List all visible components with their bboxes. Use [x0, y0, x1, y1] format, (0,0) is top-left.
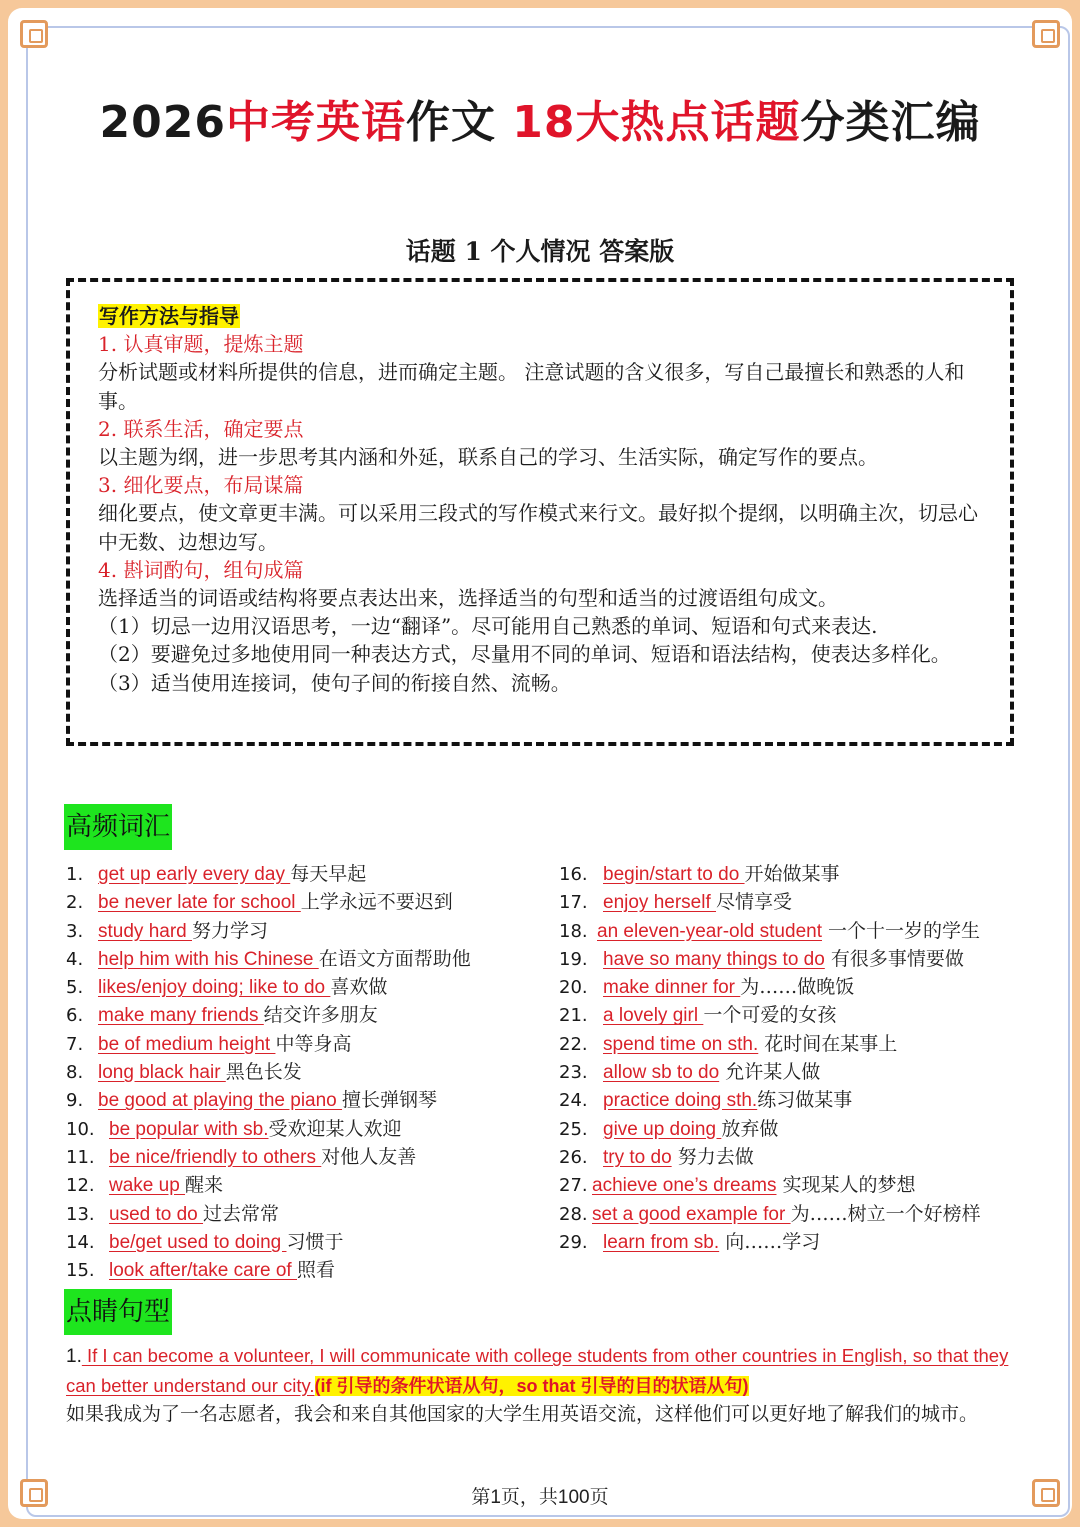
vocab-heading: 高频词汇	[64, 804, 172, 850]
vocab-number: 20.	[559, 977, 588, 999]
vocab-number: 11.	[66, 1146, 95, 1168]
vocab-chinese: 开始做某事	[744, 863, 840, 885]
vocab-chinese: 受欢迎某人欢迎	[268, 1117, 402, 1140]
vocab-number: 24.	[559, 1090, 588, 1112]
vocab-chinese: 允许某人做	[719, 1061, 821, 1084]
list-item	[66, 1171, 471, 1199]
vocab-chinese: 花时间在某事上	[758, 1032, 898, 1055]
vocab-english: be popular with sb.	[109, 1118, 269, 1140]
vocab-chinese: 努力学习	[192, 919, 269, 942]
vocab-english: help him with his Chinese	[98, 948, 319, 970]
vocab-number: 23.	[559, 1062, 588, 1084]
vocab-english: spend time on sth.	[603, 1033, 759, 1055]
vocab-english: set a good example for	[592, 1203, 791, 1225]
vocab-number: 15.	[66, 1260, 95, 1282]
vocab-chinese: 习惯于	[286, 1230, 344, 1253]
guide-step-1-title: 1. 认真审题，提炼主题	[98, 332, 304, 357]
vocab-chinese: 有很多事情要做	[824, 947, 964, 970]
vocab-number: 19.	[559, 948, 588, 970]
list-item	[559, 973, 981, 1001]
page-number: 第1页，共100页	[471, 1487, 609, 1508]
list-item	[559, 945, 981, 973]
list-item	[559, 1115, 981, 1143]
vocab-number: 18.	[559, 920, 588, 942]
vocab-number: 14.	[66, 1231, 95, 1253]
vocab-chinese: 向……学习	[719, 1230, 821, 1253]
vocab-english: get up early every day	[98, 864, 291, 885]
list-item	[66, 1058, 471, 1086]
vocab-chinese: 结交许多朋友	[263, 1004, 378, 1027]
vocab-number: 13.	[66, 1203, 95, 1225]
vocab-chinese: 在语文方面帮助他	[318, 947, 471, 970]
guide-step-4-title: 4. 斟词酌句，组句成篇	[98, 557, 304, 582]
list-item	[559, 917, 981, 945]
vocab-number: 25.	[559, 1118, 588, 1140]
vocab-number: 28.	[559, 1203, 588, 1225]
guide-step-2-title: 2. 联系生活，确定要点	[98, 416, 304, 441]
main-title	[0, 86, 1080, 150]
vocab-chinese: 中等身高	[275, 1032, 352, 1055]
vocab-number: 2.	[66, 892, 84, 914]
vocab-number: 9.	[66, 1090, 84, 1112]
vocab-number: 1.	[66, 864, 84, 885]
vocab-chinese: 黑色长发	[225, 1061, 302, 1084]
guide-step-1-text: 分析试题或材料所提供的信息，进而确定主题。 注意试题的含义很多，写自己最擅长和熟悉的人和事。	[98, 360, 965, 413]
vocab-english: try to do	[603, 1146, 672, 1168]
vocab-chinese: 照看	[297, 1259, 336, 1282]
list-item	[66, 1086, 471, 1114]
vocab-english: long black hair	[98, 1062, 226, 1084]
title-compilation: 分类汇编	[800, 97, 981, 148]
vocab-english: learn from sb.	[603, 1231, 720, 1253]
list-item	[66, 1001, 471, 1029]
sentence-english: If I can become a volunteer, I will communicate with college students from other countries in English, so that they can better understand our city.	[66, 1345, 1009, 1396]
list-item	[559, 1171, 981, 1199]
vocab-chinese: 为……做晚饭	[740, 976, 855, 999]
vocab-number: 22.	[559, 1033, 588, 1055]
guide-step-3-title: 3. 细化要点，布局谋篇	[98, 473, 304, 498]
vocab-english: give up doing	[603, 1118, 722, 1140]
sentence-grammar-note: (if 引导的条件状语从句，so that 引导的目的状语从句)	[314, 1375, 749, 1396]
vocab-english: practice doing sth.	[603, 1090, 758, 1112]
list-item	[66, 1143, 471, 1171]
vocab-chinese: 为……树立一个好榜样	[790, 1202, 981, 1225]
vocab-chinese: 实现某人的梦想	[776, 1174, 916, 1197]
sentence-chinese: 如果我成为了一名志愿者，我会和来自其他国家的大学生用英语交流，这样他们可以更好地了解我们的城市。	[66, 1403, 979, 1425]
vocab-chinese: 一个可爱的女孩	[703, 1004, 837, 1027]
vocab-english: allow sb to do	[603, 1062, 720, 1084]
list-item	[66, 917, 471, 945]
vocab-english: study hard	[98, 920, 192, 942]
vocab-chinese: 喜欢做	[330, 976, 388, 999]
list-item	[559, 1058, 981, 1086]
vocab-english: begin/start to do	[603, 864, 745, 885]
list-item	[66, 1228, 471, 1256]
list-item	[559, 1001, 981, 1029]
vocab-number: 21.	[559, 1005, 588, 1027]
vocab-chinese: 对他人友善	[321, 1145, 417, 1168]
title-exam: 中考英语	[225, 97, 406, 148]
guide-tip-3: （3）适当使用连接词，使句子间的衔接自然、流畅。	[98, 670, 571, 695]
list-item	[66, 973, 471, 1001]
vocab-english: make dinner for	[603, 977, 741, 999]
vocab-english: achieve one’s dreams	[592, 1175, 777, 1197]
vocab-chinese: 一个十一岁的学生	[821, 919, 981, 942]
list-item	[559, 860, 981, 888]
vocab-number: 17.	[559, 892, 588, 914]
vocab-number: 12.	[66, 1175, 95, 1197]
vocab-english: enjoy herself	[603, 892, 717, 914]
vocab-chinese: 擅长弹钢琴	[342, 1089, 438, 1112]
vocab-number: 4.	[66, 948, 84, 970]
list-item	[559, 1200, 981, 1228]
corner-ornament-top-right	[1032, 20, 1060, 48]
vocab-number: 29.	[559, 1231, 588, 1253]
guide-step-3-text: 细化要点，使文章更丰满。可以采用三段式的写作模式来行文。最好拟个提纲，以明确主次，切忌心中无数、边想边写。	[98, 501, 978, 554]
vocab-english: wake up	[109, 1175, 186, 1197]
vocab-number: 8.	[66, 1062, 84, 1084]
vocab-english: be of medium height	[98, 1033, 276, 1055]
list-item	[66, 860, 471, 888]
vocab-chinese: 醒来	[185, 1174, 224, 1197]
title-year: 2026	[99, 97, 226, 148]
vocab-english: look after/take care of	[109, 1260, 297, 1282]
list-item	[559, 1086, 981, 1114]
guide-tip-1: （1）切忌一边用汉语思考，一边“翻译”。尽可能用自己熟悉的单词、短语和句式来表达.	[98, 614, 878, 639]
vocab-english: be nice/friendly to others	[109, 1146, 322, 1168]
list-item	[66, 888, 471, 916]
writing-guide-box	[66, 278, 1014, 746]
vocab-english: likes/enjoy doing; like to do	[98, 977, 331, 999]
guide-heading: 写作方法与指导	[99, 304, 239, 328]
vocab-number: 6.	[66, 1005, 84, 1027]
list-item	[66, 1030, 471, 1058]
list-item	[559, 888, 981, 916]
guide-step-4-text: 选择适当的词语或结构将要点表达出来，选择适当的句型和适当的过渡语组句成文。	[98, 586, 838, 611]
vocab-english: used to do	[109, 1203, 204, 1225]
vocab-chinese: 尽情享受	[716, 891, 793, 914]
list-item	[66, 1115, 471, 1143]
vocab-chinese: 每天早起	[290, 863, 367, 885]
title-topics: 18大热点话题	[512, 97, 801, 148]
sentence-heading: 点睛句型	[64, 1289, 172, 1335]
vocab-chinese: 过去常常	[203, 1202, 280, 1225]
vocab-chinese: 练习做某事	[757, 1089, 853, 1112]
list-item	[66, 945, 471, 973]
topic-title: 话题 1 个人情况 答案版	[405, 237, 675, 266]
vocab-number: 5.	[66, 977, 84, 999]
vocab-number: 26.	[559, 1146, 588, 1168]
vocab-chinese: 放弃做	[721, 1117, 779, 1140]
title-composition: 作文	[405, 97, 496, 148]
list-item	[66, 1256, 471, 1284]
list-item	[559, 1228, 981, 1256]
vocab-number: 10.	[66, 1118, 95, 1140]
vocab-english: make many friends	[98, 1005, 264, 1027]
vocab-number: 27.	[559, 1175, 588, 1197]
vocab-english: be never late for school	[98, 892, 301, 914]
list-item	[559, 1030, 981, 1058]
key-sentence	[66, 1342, 1018, 1429]
vocab-chinese: 上学永远不要迟到	[300, 891, 453, 914]
vocab-english: have so many things to do	[603, 948, 825, 970]
vocab-chinese: 努力去做	[671, 1145, 754, 1168]
guide-tip-2: （2）要避免过多地使用同一种表达方式，尽量用不同的单词、短语和语法结构，使表达多样化。	[98, 642, 951, 667]
corner-ornament-top-left	[20, 20, 48, 48]
vocab-english: be/get used to doing	[109, 1231, 287, 1253]
list-item	[559, 1143, 981, 1171]
sentence-number: 1.	[66, 1346, 82, 1367]
vocab-number: 16.	[559, 864, 588, 885]
vocab-number: 3.	[66, 920, 84, 942]
vocab-english: an eleven-year-old student	[597, 920, 822, 942]
vocab-list-right	[559, 860, 981, 1256]
vocab-list-left	[66, 860, 471, 1284]
vocab-english: be good at playing the piano	[98, 1090, 343, 1112]
vocab-number: 7.	[66, 1033, 84, 1055]
guide-step-2-text: 以主题为纲，进一步思考其内涵和外延，联系自己的学习、生活实际，确定写作的要点。	[98, 445, 878, 470]
list-item	[66, 1200, 471, 1228]
vocab-english: a lovely girl	[603, 1005, 704, 1027]
